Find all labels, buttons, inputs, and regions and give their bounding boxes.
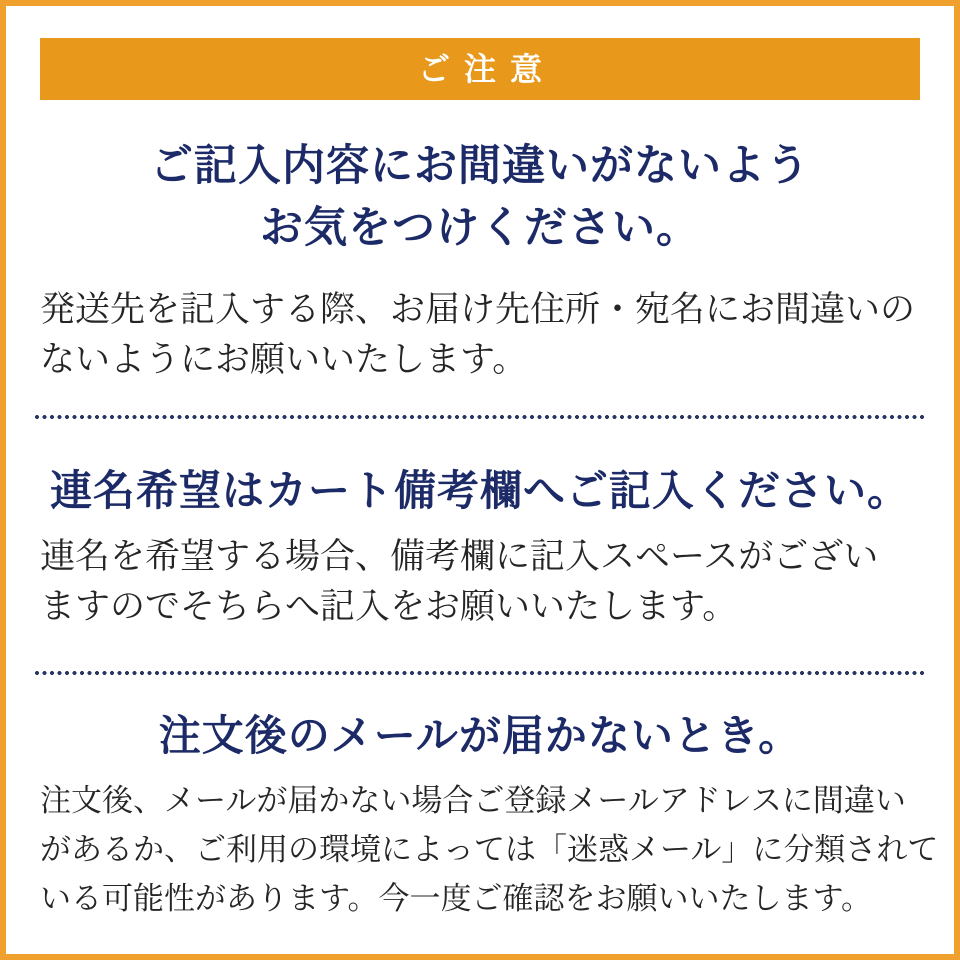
entry-accuracy-body xyxy=(40,285,920,385)
dotted-divider xyxy=(35,671,925,675)
body-line: ますのでそちらへ記入をお願いいたします。 xyxy=(40,587,738,626)
dotted-divider xyxy=(35,415,925,419)
missing-email-body xyxy=(40,776,939,923)
section-missing-email xyxy=(0,705,960,923)
body-line: いる可能性があります。今一度ご確認をお願いいたします。 xyxy=(40,881,873,916)
heading-line: ご記入内容にお間違いがないよう xyxy=(150,142,810,190)
entry-accuracy-heading xyxy=(20,135,940,259)
joint-name-heading: 連名希望はカート備考欄へご記入ください。 xyxy=(49,467,910,514)
section-joint-name-request xyxy=(0,460,960,632)
body-line: 発送先を記入する際、お届け先住所・宛名にお間違いの xyxy=(40,290,916,329)
notice-title: ご注意 xyxy=(417,51,556,87)
notice-header-bar xyxy=(40,38,920,100)
missing-email-heading: 注文後のメールが届かないとき。 xyxy=(158,712,802,759)
body-line: があるか、ご利用の環境によっては「迷惑メール」に分類されて xyxy=(40,832,939,867)
joint-name-body xyxy=(40,532,920,632)
body-line: 連名を希望する場合、備考欄に記入スペースがござい xyxy=(40,537,879,576)
body-line: ないようにお願いいたします。 xyxy=(40,340,528,379)
body-line: 注文後、メールが届かない場合ご登録メールアドレスに間違い xyxy=(40,783,906,818)
section-entry-accuracy xyxy=(0,135,960,385)
heading-line: お気をつけください。 xyxy=(260,204,700,252)
